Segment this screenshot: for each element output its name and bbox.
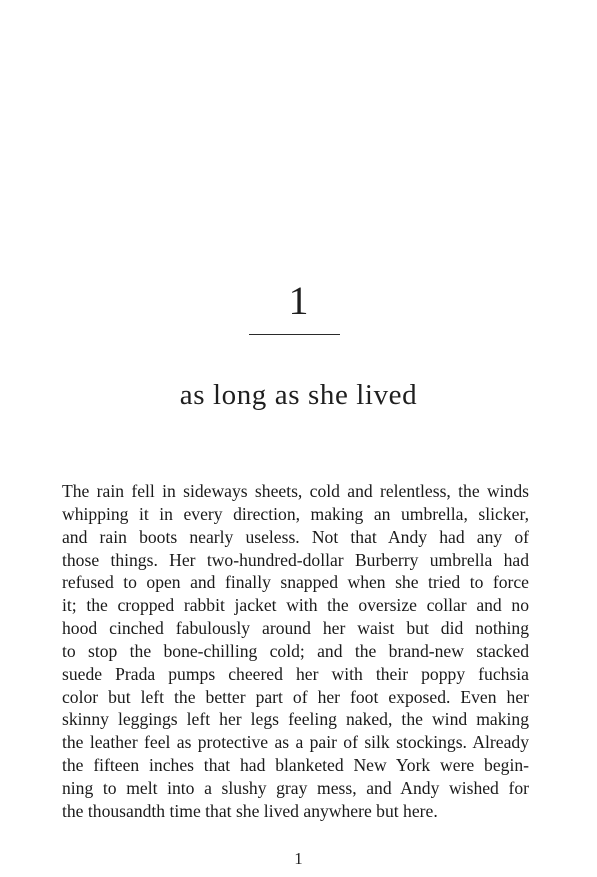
body-line: color but left the better part of her foot exposed. Even her <box>62 686 529 707</box>
body-line: skinny leggings left her legs feeling naked, the wind making <box>62 709 529 730</box>
body-line: The rain fell in sideways sheets, cold and relentless, the winds <box>62 481 529 501</box>
body-line: it; the cropped rabbit jacket with the oversize collar and no <box>62 595 529 616</box>
body-line: refused to open and finally snapped when she tried to force <box>62 572 529 593</box>
body-line: the fifteen inches that had blanketed New York were begin- <box>62 755 529 776</box>
body-line: to stop the bone-chilling cold; and the brand-new stacked <box>62 640 529 661</box>
page-number: 1 <box>294 849 303 868</box>
chapter-body-paragraph <box>62 480 529 823</box>
body-line: whipping it in every direction, making an umbrella, slicker, <box>62 503 529 524</box>
chapter-divider-rule <box>249 334 340 335</box>
body-line: the thousandth time that she lived anywhere but here. <box>62 800 438 821</box>
body-line: suede Prada pumps cheered her with their poppy fuchsia <box>62 663 529 684</box>
body-line: the leather feel as protective as a pair of silk stockings. Already <box>62 732 529 753</box>
body-line: ning to melt into a slushy gray mess, and Andy wished for <box>62 777 529 798</box>
body-line: those things. Her two-hundred-dollar Burberry umbrella had <box>62 549 529 570</box>
body-line: and rain boots nearly useless. Not that Andy had any of <box>62 526 529 547</box>
chapter-number: 1 <box>288 278 309 323</box>
body-line: hood cinched fabulously around her waist but did nothing <box>62 618 529 639</box>
chapter-title: as long as she lived <box>179 379 418 411</box>
